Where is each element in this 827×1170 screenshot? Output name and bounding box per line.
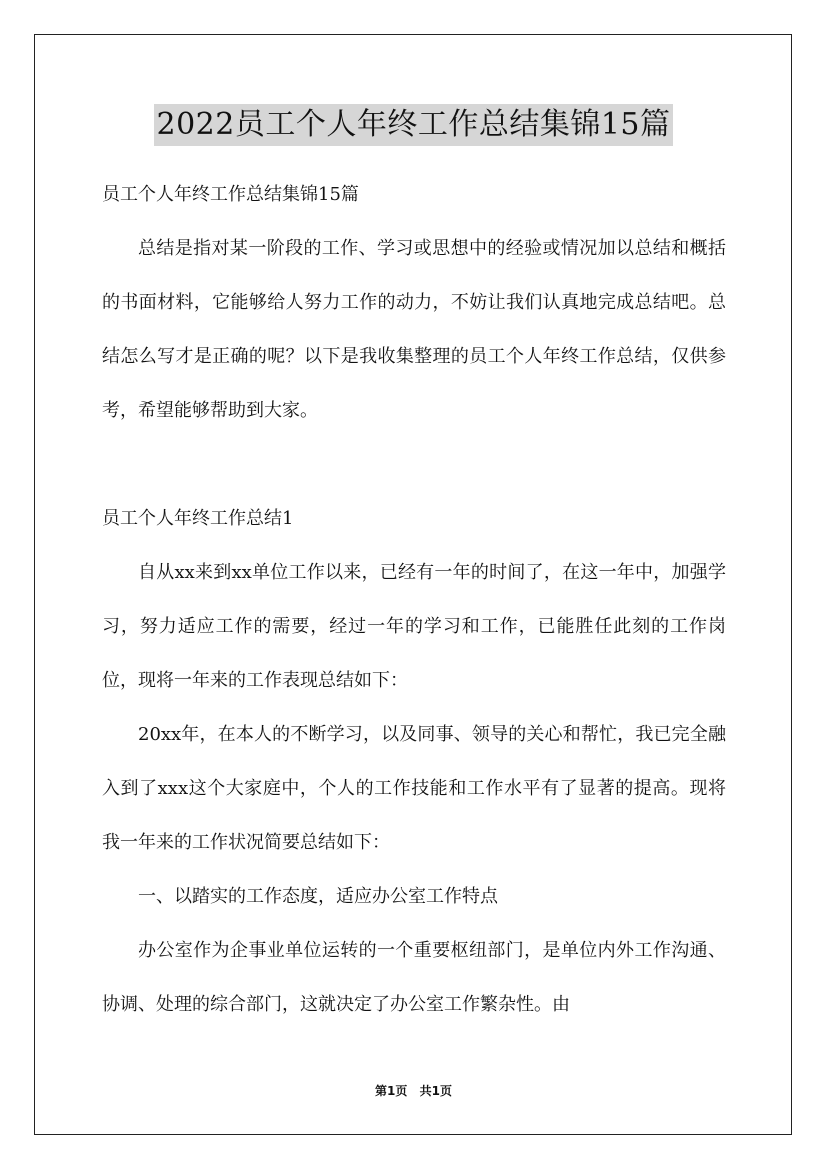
page-total: 共1页 (419, 1084, 452, 1098)
intro-paragraph: 总结是指对某一阶段的工作、学习或思想中的经验或情况加以总结和概括的书面材料，它能够给人努力工作的动力，不妨让我们认真地完成总结吧。总结怎么写才是正确的呢？以下是我收集整理的员工个人年终工作总结，仅供参考，希望能够帮助到大家。 (102, 238, 726, 421)
document-title-text: 2022员工个人年终工作总结集锦15篇 (154, 104, 672, 146)
body-paragraph: 20xx年，在本人的不断学习，以及同事、领导的关心和帮忙，我已完全融入到了xxx这个大家庭中，个人的工作技能和工作水平有了显著的提高。现将我一年来的工作状况简要总结如下： (102, 724, 726, 853)
document-title (0, 102, 827, 146)
subsection-heading: 一、以踏实的工作态度，适应办公室工作特点 (138, 886, 498, 907)
document-subtitle: 员工个人年终工作总结集锦15篇 (102, 184, 359, 205)
body-paragraph: 办公室作为企事业单位运转的一个重要枢纽部门，是单位内外工作沟通、协调、处理的综合部门，这就决定了办公室工作繁杂性。由 (102, 940, 726, 1015)
paragraph-spacer (102, 438, 726, 492)
page-number: 第1页 (375, 1084, 408, 1098)
page-footer (0, 1082, 827, 1099)
section-heading: 员工个人年终工作总结1 (102, 508, 294, 529)
body-paragraph: 自从xx来到xx单位工作以来，已经有一年的时间了，在这一年中，加强学习，努力适应工作的需要，经过一年的学习和工作，已能胜任此刻的工作岗位，现将一年来的工作表现总结如下： (102, 562, 726, 691)
document-body (102, 168, 726, 1032)
